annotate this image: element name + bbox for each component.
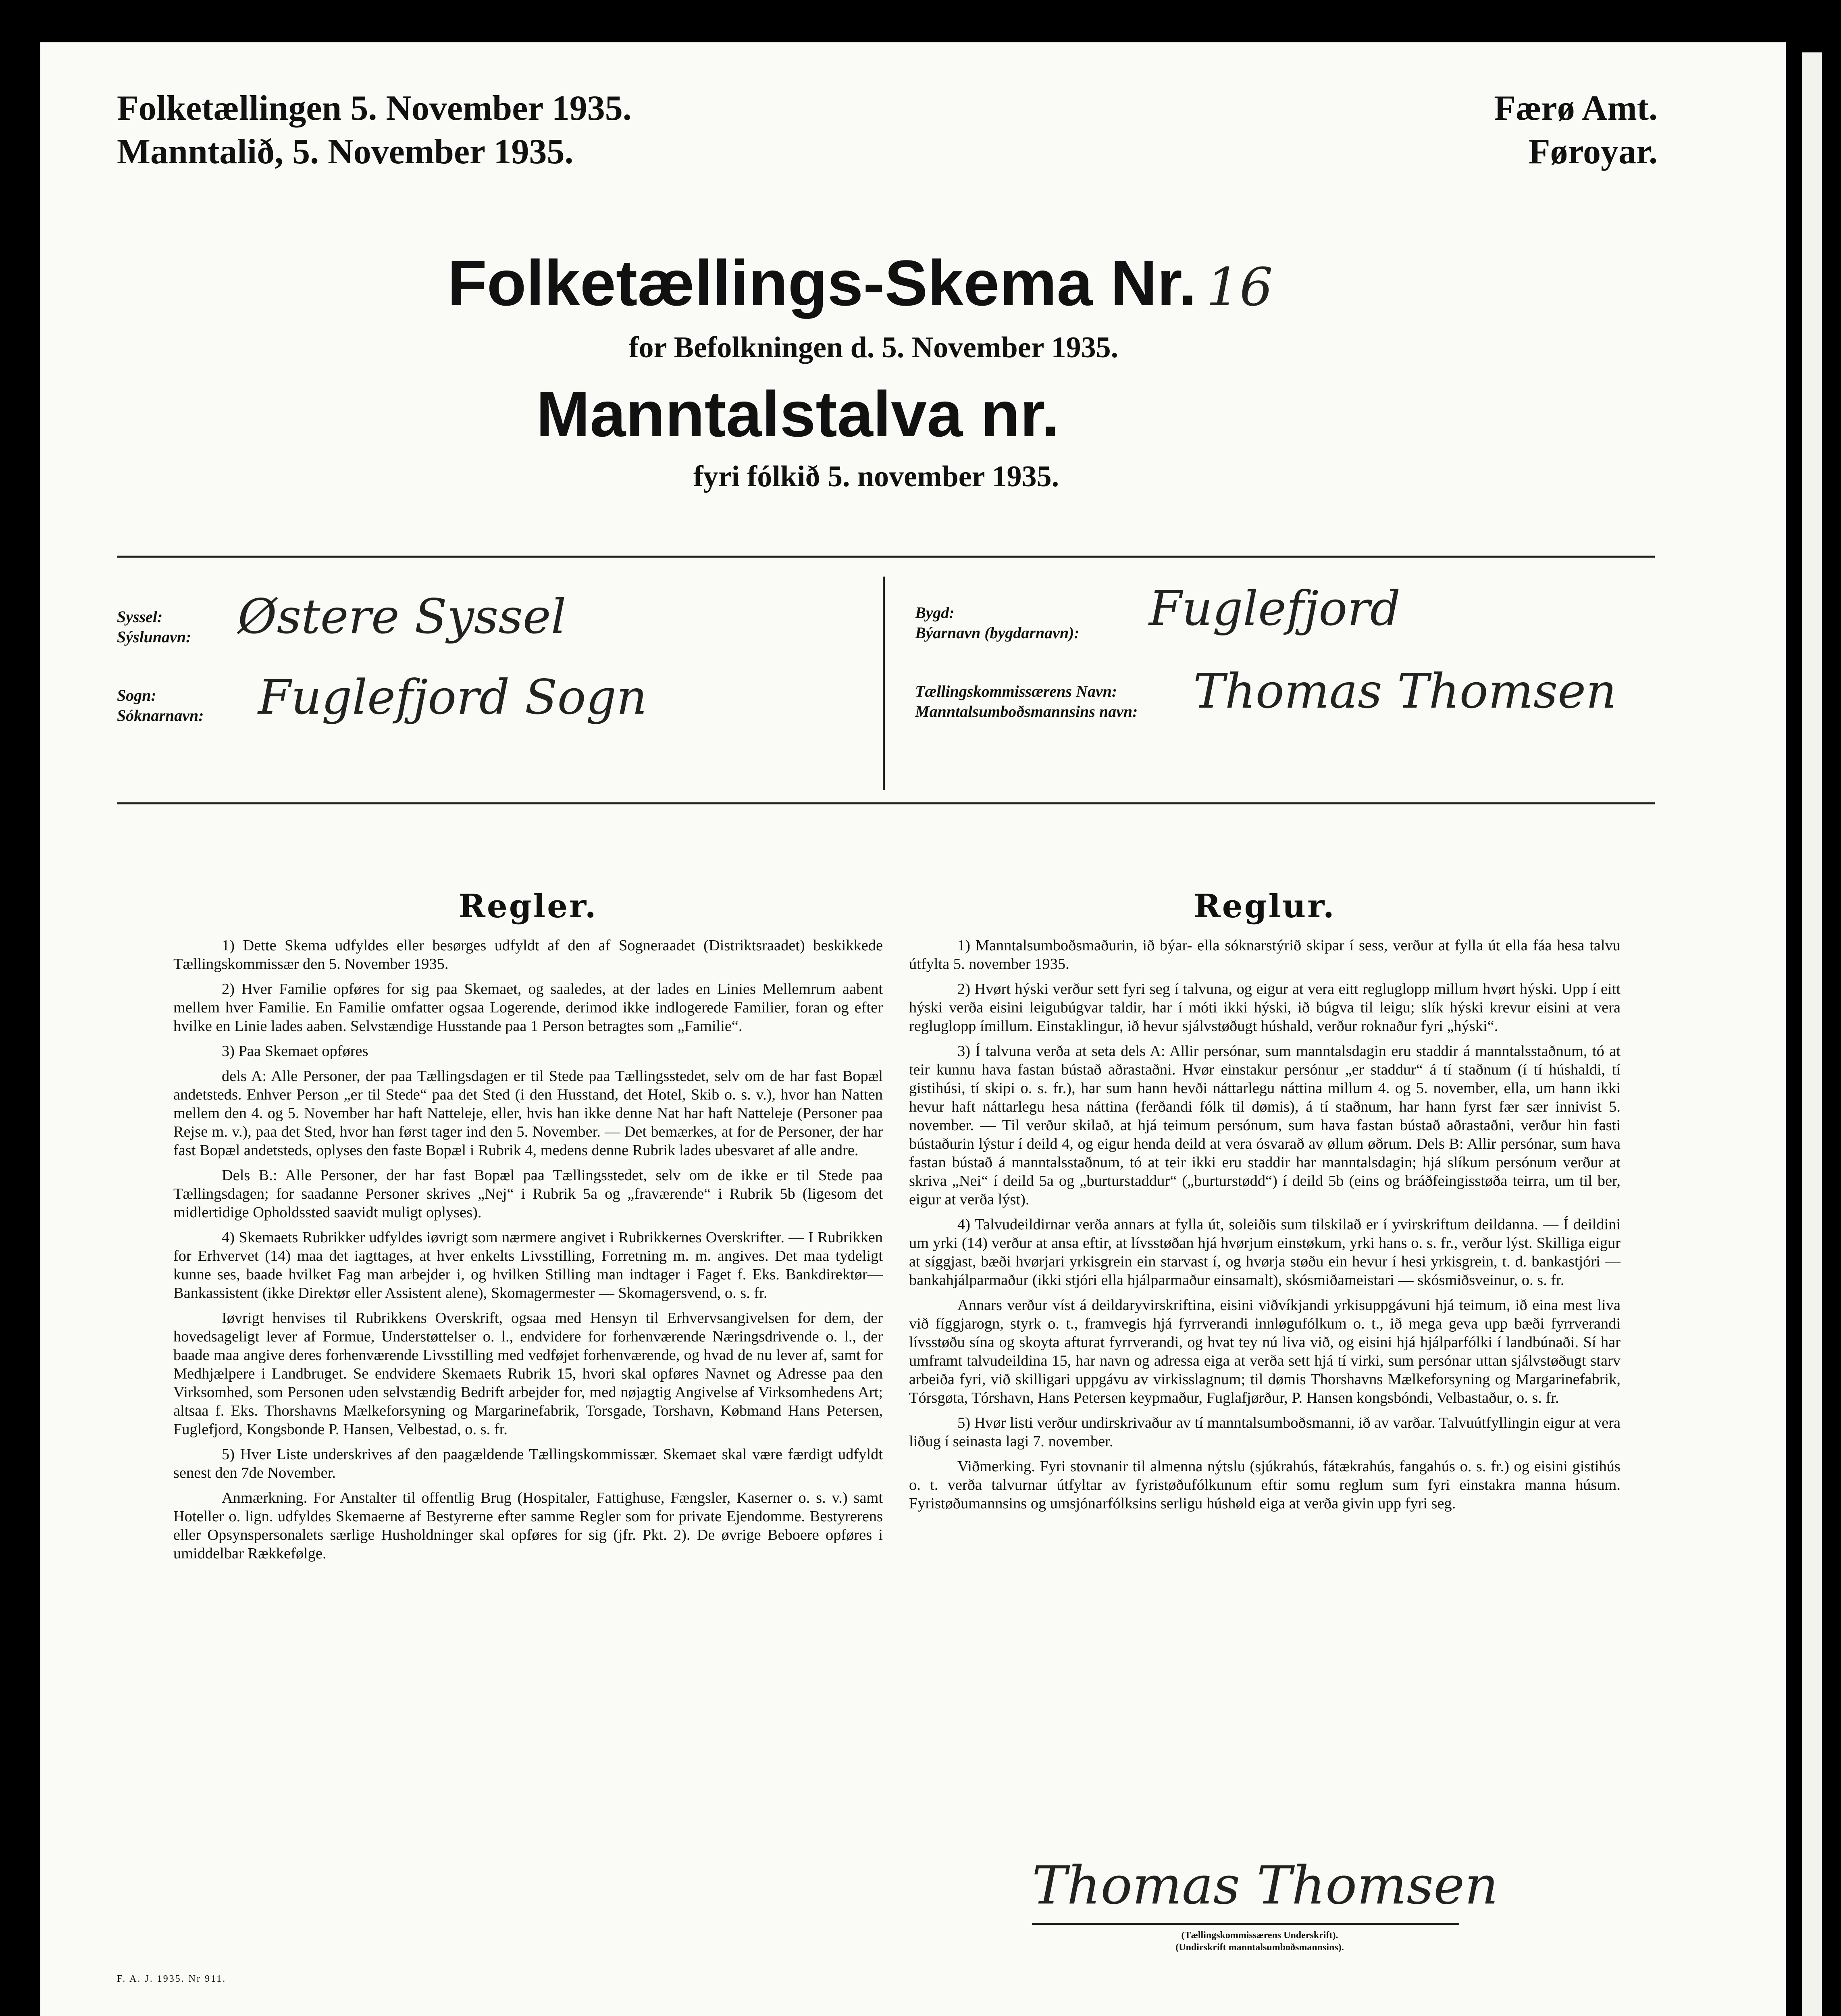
signature-caption: (Tællingskommissærens Underskrift). (Undirskrift manntalsumboðsmannsins). — [1175, 1930, 1344, 1953]
regler-paragraph: Dels B.: Alle Personer, der har fast Bopæl paa Tællingsstedet, selv om de ikke er til Stede paa Tællingsdagen; for saadanne Personer skrives „Nej“ i Rubrik 5a og „fraværende“ i Rubrik 5b (ligesom det midlertidige Opholdssted saavidt muligt oplyses). — [173, 1167, 883, 1221]
header-right — [1494, 87, 1658, 174]
header-left-line2: Manntalið, 5. November 1935. — [117, 132, 574, 171]
header-left — [117, 87, 632, 174]
header-left-line1: Folketællingen 5. November 1935. — [117, 89, 632, 128]
kommissaer-label: Tællingskommissærens Navn: Manntalsumboðsmannsins navn: — [915, 682, 1138, 721]
top-divider — [117, 556, 1655, 558]
regler-heading: Regler. — [458, 887, 598, 925]
printer-mark: F. A. J. 1935. Nr 911. — [117, 1974, 227, 1984]
regler-paragraph: Anmærkning. For Anstalter til offentlig Brug (Hospitaler, Fattighuse, Fængsler, Kaserner o. s. v.) samt Hoteller o. lign. udfyldes Skemaerne af Bestyrerne efter samme Regler som for private Ejendomme. Bestyrerens eller Opsynspersonalets særlige Husholdninger skal opføres for sig (jfr. Pkt. 2). De øvrige Beboere opføres i umiddelbar Rækkefølge. — [173, 1489, 883, 1562]
subtitle-danish: for Befolkningen d. 5. November 1935. — [629, 331, 1119, 364]
regler-paragraph: 5) Hver Liste underskrives af den paagældende Tællingskommissær. Skemaet skal være færdigt udfyldt senest den 7de November. — [173, 1446, 883, 1481]
sogn-value: Fuglefjord Sogn — [258, 669, 647, 725]
page-edge-strip — [1802, 52, 1822, 2016]
signature-handwritten: Thomas Thomsen — [1032, 1855, 1498, 1916]
header-right-line2: Føroyar. — [1528, 132, 1658, 171]
regler-column — [173, 887, 883, 1569]
bottom-divider — [117, 802, 1655, 804]
reglur-paragraph: Annars verður víst á deildaryvirskriftina, eisini viðvíkjandi yrkisuppgávuni hjá teimum, ið eina mest liva við fíggjarogn, styrk o. t., framvegis hjá fyrrverandi innløgufólkum o. t., ið mega geva upp bæði fyrrverandi lívsstøðu sína og skoyta afturat fyrrverandi, og hvat tey nú liva við, og eisini hjá hjálparfólki í landbúnaði. Sí har umframt talvudeildina 15, har navn og adressa eiga at verða sett hjá tí virki, sum persónar uttan sjálvstøðugt starv arbeiða fyri, við skilligari uppgávu av virkisslagnum; til dømis Thorshavns Mælkeforsyning og Margarinefabrik, Tórsgøta, Tórshavn, Hans Petersen keypmaður, Fuglafjørður, P. Hansen kongsbóndi, Velbastaður, o. s. fr. — [909, 1297, 1620, 1406]
regler-paragraph: 3) Paa Skemaet opføres — [222, 1043, 368, 1060]
regler-paragraph: 1) Dette Skema udfyldes eller besørges udfyldt af den af Sogneraadet (Distriktsraadet) beskikkede Tællingskommissær den 5. November 1935. — [173, 937, 883, 973]
syssel-value: Østere Syssel — [238, 589, 566, 644]
header-right-line1: Færø Amt. — [1494, 89, 1658, 128]
sogn-label: Sogn: Sóknarnavn: — [117, 686, 204, 725]
bygd-label: Bygd: Býarnavn (bygdarnavn): — [915, 604, 1080, 642]
form-title-danish: Folketællings-Skema Nr. — [447, 247, 1197, 319]
syssel-label: Syssel: Sýslunavn: — [117, 608, 191, 646]
bygd-value: Fuglefjord — [1149, 581, 1401, 636]
reglur-paragraph: 3) Í talvuna verða at seta dels A: Allir persónar, sum manntalsdagin eru staddir á manntalsstaðnum, tó at teir kunnu hava fastan bústað aðrastaðni. Hvør einstakur persónur „er staddur“ á tí staðnum (í tí húshaldi, tí gistihúsi, tí skipi o. s. fr.), har sum hann hevði náttarlegu náttina millum 4. og 5. november, ella, um hann ikki hevur haft náttarlegu hesa náttina (ferðandi fólk til dømis), á tí staðnum, har hann fyrst fær sær innivist 5. november. — Til verður skilað, at hjá teimum persónum, sum hava fastan bústað aðrastaðni, verður hin fasti bústaðurin lýstur í deild 4, og eigur henda deild at vera ósvarað av øllum øðrum. Dels B: Allir persónar, sum hava fastan bústað á manntalsstaðnum, tó at teir ikki eru staddir har manntalsdagin; hjá slíkum persónum verður at skriva „Nei“ í deild 5a og „burturstaddur“ („burturstødd“) í deild 5b (eins og bráðfeingisstøða teirra, um til ber, eigur at verða lýst). — [909, 1043, 1620, 1208]
reglur-column — [909, 887, 1620, 1519]
form-number-handwritten: 16 — [1206, 256, 1273, 318]
form-title-faroese: Manntalstalva nr. — [536, 378, 1060, 450]
regler-paragraph: 4) Skemaets Rubrikker udfyldes iøvrigt som nærmere angivet i Rubrikkernes Overskrifter. — I Rubrikken for Erhvervet (14) maa det iagttages, at hver enkelts Livsstilling, Forretning m. m. angives. Det maa tydeligt kunne ses, baade hvilket Fag man arbejder i, og hvilken Stilling man indtager i Faget f. Eks. Bankdirektør—Bankassistent (ikke Direktør eller Assistent alene), Skomagermester — Skomagersvend, o. s. fr. — [173, 1229, 883, 1302]
reglur-paragraph: 1) Manntalsumboðsmaðurin, ið býar- ella sóknarstýrið skipar í sess, verður at fylla út ella fáa hesa talvu útfylta 5. november 1935. — [909, 937, 1620, 973]
field-column-divider — [883, 577, 885, 790]
regler-paragraph: Iøvrigt henvises til Rubrikkens Overskrift, ogsaa med Hensyn til Erhvervsangivelsen for dem, der hovedsageligt lever af Formue, Understøttelser o. l., endvidere for forhenværende Næringsdrivende o. l., der baade maa angive deres forhenværende Livsstilling med vedføjet forhenværende, og hvad de nu lever af, samt for Medhjælpere i Landbruget. Se endvidere Skemaets Rubrik 15, hvori skal opføres Navnet og Adresse paa den Virksomhed, som Personen uden selvstændig Bedrift arbejder for, med nøjagtig Angivelse af Virksomhedens Art; altsaa f. Eks. Thorshavns Mælkeforsyning og Margarinefabrik, Torsgade, Torshavn, Købmand Hans Petersen, Fuglefjord, Kongsbonde P. Hansen, Velbestad, o. s. fr. — [173, 1310, 883, 1438]
regler-paragraph: dels A: Alle Personer, der paa Tællingsdagen er til Stede paa Tællingsstedet, selv om de har fast Bopæl andetsteds. Enhver Person „er til Stede“ paa det Sted (i den Husstand, det Hotel, Skib o. s. v.), hvor han Natten mellem den 4. og 5. November har haft Natteleje, eller, hvis han ikke denne Nat har haft Natteleje (Personer paa Rejse m. v.), paa det Sted, hvor han først tager ind den 5. November. — Det bemærkes, at for de Personer, der har fast Bopæl andetsteds, oplyses den faste Bopæl i Rubrik 4, medens denne Rubrik lades ubesvaret af alle andre. — [173, 1068, 883, 1159]
title-danish — [447, 246, 1273, 320]
reglur-paragraph: 2) Hvørt hýski verður sett fyri seg í talvuna, og eigur at vera eitt regluglopp millum hvørt hýski. Upp í eitt hýski verða eisini leigubúgvar taldir, har í móti ikki hýski, ið búgva til leigu; slík hýski krevur eisini at vera regluglopp ímillum. Einstaklingur, ið hevur sjálvstøðugt húshald, verður roknaður fyri „hýski“. — [909, 981, 1620, 1035]
signature-line — [1032, 1923, 1459, 1925]
reglur-heading: Reglur. — [1194, 887, 1336, 925]
regler-paragraph: 2) Hver Familie opføres for sig paa Skemaet, og saaledes, at der lades en Linies Mellemrum aabent mellem hver Familie. En Familie omfatter ogsaa Logerende, derimod ikke indlogerede Familier, foran og efter hvilke en Linie lades aaben. Selvstændige Husstande paa 1 Person betragtes som „Familie“. — [173, 981, 883, 1035]
reglur-paragraph: 4) Talvudeildirnar verða annars at fylla út, soleiðis sum tilskilað er í yvirskriftum deildanna. — Í deildini um yrki (14) verður at ansa eftir, at lívsstøðan hjá hvørjum einstøkum, yrki hans o. s. fr., verður lýst. Skilliga eigur at síggjast, bæði hvørjari yrkisgrein ein starvast í, og hvørja støðu ein hevur í hesi yrkisgrein, t. d. bankastjóri — bankahjálparmaður (ikki stjóri ella hjálparmaður einsamalt), skósmiðameistari — skósmiðsveinur, o. s. fr. — [909, 1216, 1620, 1289]
kommissaer-value: Thomas Thomsen — [1193, 663, 1617, 719]
subtitle-faroese: fyri fólkið 5. november 1935. — [693, 460, 1059, 493]
reglur-paragraph: 5) Hvør listi verður undirskrivaður av tí manntalsumboðsmanni, ið av varðar. Talvuútfyllingin eigur at vera liðug í seinasta lagi 7. november. — [909, 1414, 1620, 1450]
reglur-paragraph: Viðmerking. Fyri stovnanir til almenna nýtslu (sjúkrahús, fátækrahús, fangahús o. s. fr.) og eisini gistihús o. t. verða talvurnar útfyltar av fyristøðufólkunum eftir somu reglum sum fyri einstakra manna húsum. Fyristøðumannsins og umsjónarfólksins serligu húshøld eiga at verða givin upp fyri seg. — [909, 1458, 1620, 1512]
